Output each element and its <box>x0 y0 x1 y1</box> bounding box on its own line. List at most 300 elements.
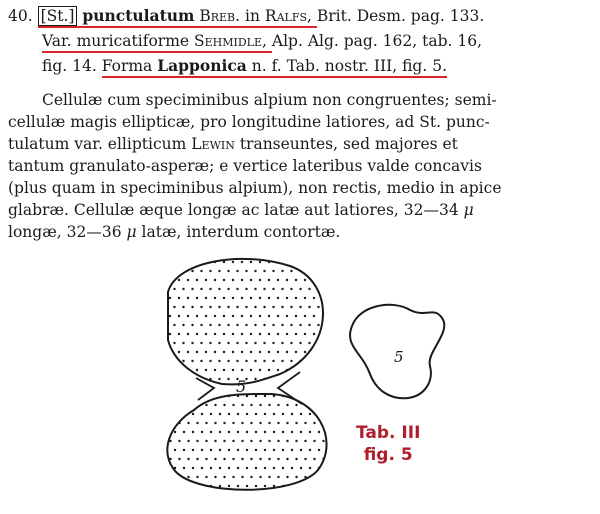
granule-dot <box>192 485 194 487</box>
granule-dot <box>232 404 234 406</box>
granule-dot <box>214 315 216 317</box>
granule-dot <box>273 467 275 469</box>
granule-dot <box>313 404 315 406</box>
granule-dot <box>326 270 328 272</box>
granule-dot <box>290 360 292 362</box>
reference-1: Brit. Desm. pag. 133. <box>316 7 485 25</box>
granule-dot <box>205 333 207 335</box>
granule-dot <box>322 333 324 335</box>
granule-dot <box>268 279 270 281</box>
granule-dot <box>322 369 324 371</box>
caption-line-2: fig. 5 <box>363 445 413 465</box>
granule-dot <box>178 279 180 281</box>
genus-box: [St.] <box>38 6 78 26</box>
granule-dot <box>237 449 239 451</box>
granule-dot <box>205 279 207 281</box>
granule-dot <box>210 449 212 451</box>
granule-dot <box>214 369 216 371</box>
granule-dot <box>232 279 234 281</box>
desc-line-1: Cellulæ cum speciminibus alpium non congruentes; semi- <box>42 91 497 109</box>
granule-dot <box>286 476 288 478</box>
granule-dot <box>313 422 315 424</box>
species-name: punctulatum <box>82 6 195 25</box>
granule-dot <box>214 476 216 478</box>
granule-dot <box>309 449 311 451</box>
granule-dot <box>264 485 266 487</box>
granule-dot <box>209 324 211 326</box>
granule-dot <box>228 431 230 433</box>
granule-dot <box>268 333 270 335</box>
granule-dot <box>273 395 275 397</box>
granule-dot <box>223 440 225 442</box>
granule-dot <box>165 413 167 415</box>
granule-dot <box>182 378 184 380</box>
figure-label-main: 5 <box>236 377 247 396</box>
granule-dot <box>187 476 189 478</box>
granule-dot <box>286 333 288 335</box>
forma-label: Forma <box>101 57 153 75</box>
granule-dot <box>313 315 315 317</box>
granule-dot <box>178 297 180 299</box>
granule-dot <box>313 261 315 263</box>
granule-dot <box>295 333 297 335</box>
granule-dot <box>295 261 297 263</box>
granule-dot <box>196 422 198 424</box>
granule-dot <box>286 458 288 460</box>
granule-dot <box>313 476 315 478</box>
granule-dot <box>187 351 189 353</box>
granule-dot <box>299 324 301 326</box>
granule-dot <box>228 485 230 487</box>
granule-dot <box>209 270 211 272</box>
granule-dot <box>259 458 261 460</box>
granule-dot <box>268 351 270 353</box>
granule-dot <box>169 261 171 263</box>
granule-dot <box>223 315 225 317</box>
granule-dot <box>273 449 275 451</box>
granule-dot <box>201 449 203 451</box>
granule-dot <box>182 306 184 308</box>
granule-dot <box>223 297 225 299</box>
granule-dot <box>299 306 301 308</box>
granule-dot <box>187 404 189 406</box>
granule-dot <box>192 449 194 451</box>
granule-dot <box>259 297 261 299</box>
granule-dot <box>300 467 302 469</box>
granule-dot <box>254 324 256 326</box>
granule-dot <box>205 315 207 317</box>
granule-dot <box>196 333 198 335</box>
granule-dot <box>182 288 184 290</box>
granule-dot <box>169 458 171 460</box>
granule-dot <box>277 315 279 317</box>
granule-dot <box>169 333 171 335</box>
granule-dot <box>165 395 167 397</box>
granule-dot <box>277 404 279 406</box>
granule-dot <box>173 288 175 290</box>
granule-dot <box>219 449 221 451</box>
granule-dot <box>165 467 167 469</box>
granule-dot <box>304 261 306 263</box>
granule-dot <box>241 369 243 371</box>
granule-dot <box>268 476 270 478</box>
granule-dot <box>286 279 288 281</box>
granule-dot <box>295 315 297 317</box>
granule-dot <box>259 315 261 317</box>
granule-dot <box>331 297 333 299</box>
granule-dot <box>313 369 315 371</box>
granule-dot <box>200 270 202 272</box>
granule-dot <box>281 342 283 344</box>
granule-dot <box>291 467 293 469</box>
granule-dot <box>205 369 207 371</box>
granules-bottom <box>165 395 329 487</box>
granule-dot <box>246 449 248 451</box>
granule-dot <box>327 395 329 397</box>
granule-dot <box>219 485 221 487</box>
granule-dot <box>300 413 302 415</box>
granule-dot <box>173 360 175 362</box>
granule-dot <box>191 306 193 308</box>
granule-dot <box>254 306 256 308</box>
granule-dot <box>309 395 311 397</box>
granule-dot <box>277 440 279 442</box>
granule-dot <box>295 297 297 299</box>
granule-dot <box>308 306 310 308</box>
desc-line-2: cellulæ magis ellipticæ, pro longitudine latiores, ad St. punc- <box>8 113 490 131</box>
granule-dot <box>281 288 283 290</box>
granule-dot <box>327 485 329 487</box>
granule-dot <box>259 261 261 263</box>
granule-dot <box>317 270 319 272</box>
granule-dot <box>273 413 275 415</box>
granule-dot <box>281 270 283 272</box>
granule-dot <box>191 378 193 380</box>
granule-dot <box>255 395 257 397</box>
granule-dot <box>304 422 306 424</box>
granule-dot <box>250 440 252 442</box>
granule-dot <box>178 458 180 460</box>
granule-dot <box>268 404 270 406</box>
granule-dot <box>237 413 239 415</box>
granule-dot <box>227 360 229 362</box>
granule-dot <box>326 288 328 290</box>
granule-dot <box>223 261 225 263</box>
granule-dot <box>192 395 194 397</box>
granule-dot <box>209 306 211 308</box>
granule-dot <box>295 458 297 460</box>
granule-dot <box>322 422 324 424</box>
granule-dot <box>223 369 225 371</box>
granule-dot <box>196 351 198 353</box>
granule-dot <box>290 306 292 308</box>
granule-dot <box>290 342 292 344</box>
granule-dot <box>281 324 283 326</box>
granule-dot <box>232 297 234 299</box>
granule-dot <box>169 369 171 371</box>
granule-dot <box>227 288 229 290</box>
granule-dot <box>308 360 310 362</box>
granule-dot <box>183 449 185 451</box>
granule-dot <box>246 413 248 415</box>
granule-dot <box>272 378 274 380</box>
granule-dot <box>174 467 176 469</box>
granule-dot <box>318 449 320 451</box>
figure-caption <box>356 422 420 466</box>
figure-label-side: 5 <box>394 348 404 366</box>
granule-dot <box>273 485 275 487</box>
desc-line-4: tantum granulato-asperæ; e vertice lateribus valde concavis <box>8 157 482 175</box>
granule-dot <box>178 351 180 353</box>
granule-dot <box>304 369 306 371</box>
forma-name: Lapponica <box>157 56 247 75</box>
granule-dot <box>174 449 176 451</box>
granule-dot <box>268 369 270 371</box>
granule-dot <box>205 458 207 460</box>
granule-dot <box>246 467 248 469</box>
granule-dot <box>277 297 279 299</box>
granule-dot <box>219 467 221 469</box>
granule-dot <box>326 378 328 380</box>
granule-dot <box>286 261 288 263</box>
variety-label: Var. muricatiforme <box>42 32 190 50</box>
granule-dot <box>210 431 212 433</box>
granule-dot <box>277 369 279 371</box>
author-lewin: Lewin <box>191 135 235 153</box>
mu-symbol: μ <box>126 223 137 241</box>
granule-dot <box>272 324 274 326</box>
granule-dot <box>174 485 176 487</box>
granule-dot <box>272 270 274 272</box>
granule-dot <box>331 261 333 263</box>
granule-dot <box>250 351 252 353</box>
granule-dot <box>183 395 185 397</box>
granule-dot <box>295 404 297 406</box>
granule-dot <box>295 351 297 353</box>
granule-dot <box>210 395 212 397</box>
granule-dot <box>290 324 292 326</box>
granule-dot <box>192 413 194 415</box>
granule-dot <box>255 485 257 487</box>
granule-dot <box>192 431 194 433</box>
granule-dot <box>272 306 274 308</box>
granule-dot <box>173 342 175 344</box>
granule-dot <box>250 458 252 460</box>
granule-dot <box>304 279 306 281</box>
granule-dot <box>245 342 247 344</box>
granule-dot <box>218 270 220 272</box>
granule-dot <box>245 306 247 308</box>
granule-dot <box>259 279 261 281</box>
granule-dot <box>232 458 234 460</box>
granule-dot <box>322 476 324 478</box>
granule-dot <box>227 324 229 326</box>
granule-dot <box>169 404 171 406</box>
granule-dot <box>264 431 266 433</box>
granule-dot <box>263 306 265 308</box>
granule-dot <box>304 351 306 353</box>
granule-dot <box>201 467 203 469</box>
granule-dot <box>205 404 207 406</box>
granule-dot <box>322 404 324 406</box>
granule-dot <box>277 476 279 478</box>
granule-dot <box>228 449 230 451</box>
granule-dot <box>246 485 248 487</box>
granule-dot <box>254 378 256 380</box>
granule-dot <box>264 467 266 469</box>
granule-dot <box>210 413 212 415</box>
granule-dot <box>214 422 216 424</box>
granule-dot <box>326 324 328 326</box>
granule-dot <box>232 476 234 478</box>
granule-dot <box>214 440 216 442</box>
granule-dot <box>318 431 320 433</box>
granule-dot <box>245 324 247 326</box>
granule-dot <box>223 422 225 424</box>
desc-line-5: (plus quam in speciminibus alpium), non rectis, medio in apice <box>8 179 502 197</box>
granule-dot <box>228 467 230 469</box>
granule-dot <box>300 485 302 487</box>
granule-dot <box>313 333 315 335</box>
granule-dot <box>232 440 234 442</box>
granule-dot <box>250 297 252 299</box>
granule-dot <box>263 270 265 272</box>
granule-dot <box>254 360 256 362</box>
granule-dot <box>165 431 167 433</box>
author-breb: Breb. <box>199 7 241 25</box>
granule-dot <box>291 431 293 433</box>
granule-dot <box>254 288 256 290</box>
granule-dot <box>281 306 283 308</box>
granule-dot <box>259 404 261 406</box>
granule-dot <box>322 297 324 299</box>
granule-dot <box>241 422 243 424</box>
granule-dot <box>300 395 302 397</box>
granule-dot <box>246 431 248 433</box>
granule-dot <box>264 449 266 451</box>
granule-dot <box>291 413 293 415</box>
granule-dot <box>196 440 198 442</box>
granule-dot <box>304 297 306 299</box>
granule-dot <box>295 476 297 478</box>
reference-3: fig. 14. <box>42 57 97 75</box>
granule-dot <box>201 431 203 433</box>
granule-dot <box>174 431 176 433</box>
granule-dot <box>196 297 198 299</box>
granule-dot <box>223 279 225 281</box>
granule-dot <box>236 324 238 326</box>
cell-outline-bottom <box>167 394 326 490</box>
granule-dot <box>187 333 189 335</box>
granule-dot <box>286 404 288 406</box>
granule-dot <box>183 413 185 415</box>
granule-dot <box>241 261 243 263</box>
granule-dot <box>209 288 211 290</box>
granule-dot <box>196 458 198 460</box>
in-text: in <box>245 7 260 25</box>
granule-dot <box>272 360 274 362</box>
granule-dot <box>187 458 189 460</box>
granule-dot <box>295 422 297 424</box>
granule-dot <box>236 306 238 308</box>
granule-dot <box>232 261 234 263</box>
granule-dot <box>178 369 180 371</box>
granule-dot <box>331 351 333 353</box>
granule-dot <box>205 297 207 299</box>
granule-dot <box>282 449 284 451</box>
granule-dot <box>174 395 176 397</box>
forma-rest: n. f. Tab. nostr. III, fig. 5. <box>251 57 447 75</box>
granule-dot <box>210 467 212 469</box>
granule-dot <box>259 369 261 371</box>
granule-dot <box>178 315 180 317</box>
granule-dot <box>228 413 230 415</box>
variety-author: Sehmidle, <box>194 32 267 50</box>
granule-dot <box>178 440 180 442</box>
granule-dot <box>286 422 288 424</box>
granule-dot <box>241 333 243 335</box>
granule-dot <box>173 324 175 326</box>
granule-dot <box>178 333 180 335</box>
granule-dot <box>282 431 284 433</box>
granule-dot <box>250 261 252 263</box>
granule-dot <box>182 360 184 362</box>
granule-dot <box>326 306 328 308</box>
granule-dot <box>309 431 311 433</box>
granule-dot <box>187 279 189 281</box>
granule-dot <box>232 369 234 371</box>
granule-dot <box>241 404 243 406</box>
granule-dot <box>218 378 220 380</box>
granule-dot <box>327 413 329 415</box>
granule-dot <box>322 279 324 281</box>
granule-dot <box>245 288 247 290</box>
granule-dot <box>263 288 265 290</box>
granule-dot <box>219 431 221 433</box>
granule-dot <box>255 413 257 415</box>
granule-dot <box>295 440 297 442</box>
granule-dot <box>183 467 185 469</box>
granule-dot <box>187 315 189 317</box>
granule-dot <box>174 413 176 415</box>
granule-dot <box>250 476 252 478</box>
granule-dot <box>209 378 211 380</box>
granule-dot <box>272 288 274 290</box>
granule-dot <box>281 360 283 362</box>
granule-dot <box>268 458 270 460</box>
granule-dot <box>173 306 175 308</box>
granule-dot <box>191 324 193 326</box>
granule-dot <box>241 297 243 299</box>
granule-dot <box>241 315 243 317</box>
granule-dot <box>196 279 198 281</box>
granule-dot <box>232 351 234 353</box>
granule-dot <box>236 342 238 344</box>
granule-dot <box>232 422 234 424</box>
granule-dot <box>313 279 315 281</box>
granule-dot <box>268 440 270 442</box>
granule-dot <box>223 458 225 460</box>
granule-dot <box>214 333 216 335</box>
granule-dot <box>317 360 319 362</box>
granule-dot <box>277 333 279 335</box>
granule-dot <box>331 279 333 281</box>
granule-dot <box>196 476 198 478</box>
granule-dot <box>255 467 257 469</box>
granule-dot <box>281 378 283 380</box>
granule-dot <box>214 279 216 281</box>
granule-dot <box>218 360 220 362</box>
